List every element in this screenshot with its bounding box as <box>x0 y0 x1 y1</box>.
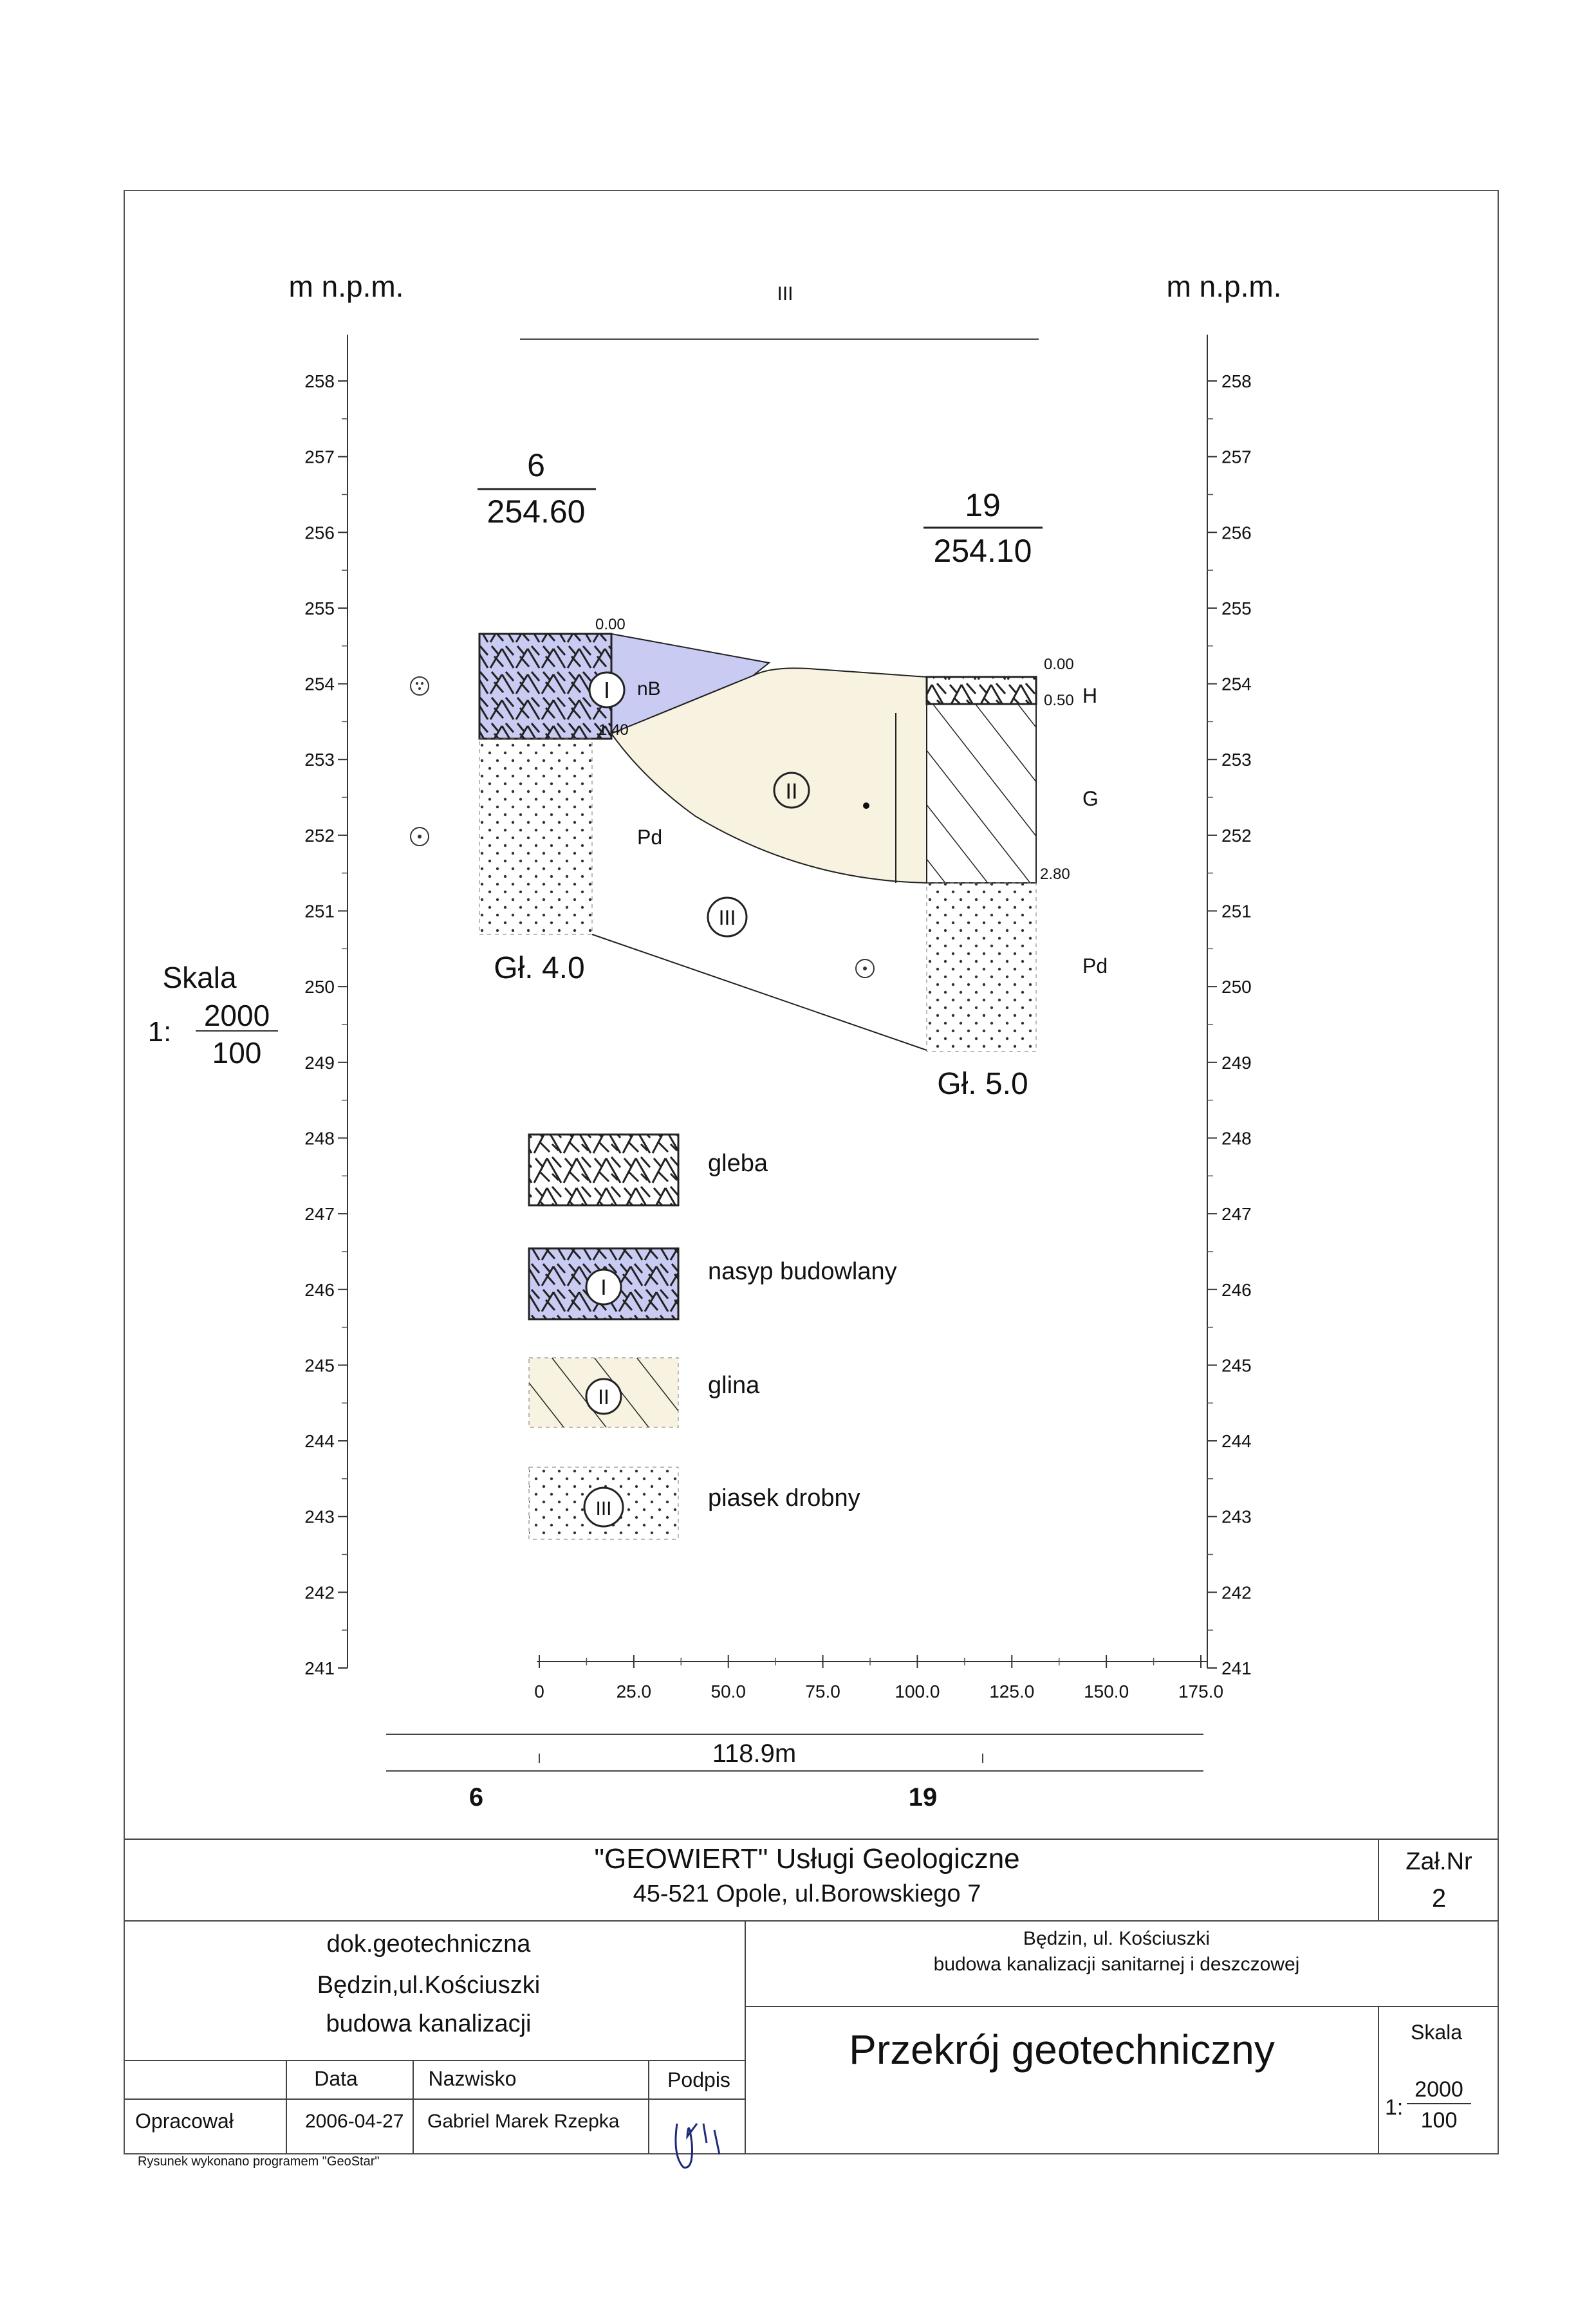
right-elevation-label: 242 <box>1221 1582 1252 1603</box>
borehole-19-code-h: H <box>1082 684 1098 707</box>
left-elevation-label: 253 <box>304 750 335 770</box>
left-elevation-label: 257 <box>304 447 335 467</box>
left-elevation-label: 245 <box>304 1355 335 1376</box>
row-date: 2006-04-27 <box>305 2111 404 2132</box>
attachment-number: 2 <box>1431 1884 1447 1913</box>
title-scale-label: Skala <box>1410 2021 1463 2044</box>
right-elevation-label: 241 <box>1221 1658 1252 1678</box>
layer-boundary-base <box>592 934 927 1050</box>
borehole-6-axis-label: 6 <box>469 1783 484 1811</box>
left-elevation-label: 242 <box>304 1582 335 1603</box>
column-date: Data <box>314 2067 358 2090</box>
left-elevation-label: 246 <box>304 1279 335 1300</box>
borehole-19-soil-column <box>927 677 1036 704</box>
row-name: Gabriel Marek Rzepka <box>427 2111 620 2132</box>
borehole-19-code-g: G <box>1082 787 1099 810</box>
legend-label-glina: glina <box>708 1372 760 1399</box>
left-elevation-label: 241 <box>304 1658 335 1678</box>
right-elevation-label: 248 <box>1221 1128 1252 1149</box>
borehole-19-axis-label: 19 <box>908 1783 938 1811</box>
right-elevation-label: 246 <box>1221 1279 1252 1300</box>
total-distance: 118.9m <box>712 1739 797 1768</box>
left-elevation-label: 252 <box>304 825 335 846</box>
layer-3-marker-num: III <box>718 906 736 929</box>
legend-nasyp-marker-num: I <box>600 1275 607 1300</box>
left-elevation-ticks <box>304 371 348 1678</box>
distance-label: 100.0 <box>895 1681 940 1701</box>
right-elevation-label: 251 <box>1221 901 1252 922</box>
layer-2-marker-num: II <box>785 779 798 804</box>
drawing-title: Przekrój geotechniczny <box>849 2026 1275 2073</box>
right-elevation-label: 258 <box>1221 371 1252 391</box>
borehole-19-id: 19 <box>965 487 1001 523</box>
attachment-label: Zał.Nr <box>1406 1848 1472 1875</box>
company-name: "GEOWIERT" Usługi Geologiczne <box>594 1843 1020 1875</box>
project-line-2: budowa kanalizacji sanitarnej i deszczowej <box>933 1954 1300 1975</box>
left-elevation-label: 250 <box>304 977 335 997</box>
left-elevation-label: 254 <box>304 674 335 694</box>
left-elevation-label: 243 <box>304 1506 335 1527</box>
distance-label: 75.0 <box>805 1681 840 1701</box>
borehole-6-top-depth: 0.00 <box>595 616 626 633</box>
left-elevation-label: 248 <box>304 1128 335 1149</box>
right-elevation-label: 247 <box>1221 1204 1252 1225</box>
column-signature: Podpis <box>667 2068 730 2091</box>
borehole-6-layer-marker-num: I <box>603 677 611 703</box>
left-elevation-label: 251 <box>304 901 335 922</box>
right-elevation-label: 256 <box>1221 523 1252 543</box>
title-scale-fraction-line <box>1407 2103 1471 2104</box>
scale-vertical: 100 <box>212 1036 262 1070</box>
borehole-19-depth-label: Gł. 5.0 <box>937 1067 1028 1101</box>
borehole-19-code-pd: Pd <box>1082 954 1108 977</box>
borehole-19-sand-column <box>927 883 1036 1051</box>
borehole-6-elevation: 254.60 <box>487 494 586 530</box>
right-elevation-ticks <box>1207 371 1252 1678</box>
software-note: Rysunek wykonano programem "GeoStar" <box>138 2154 380 2169</box>
borehole-6-sand-column <box>479 739 592 934</box>
right-elevation-label: 253 <box>1221 750 1252 770</box>
left-elevation-label: 247 <box>304 1204 335 1225</box>
column-name: Nazwisko <box>428 2067 517 2090</box>
distance-label: 125.0 <box>989 1681 1035 1701</box>
legend-glina-marker-num: II <box>598 1385 609 1409</box>
right-elevation-label: 249 <box>1221 1052 1252 1073</box>
borehole-6-lower-code: Pd <box>637 826 663 849</box>
distance-label: 50.0 <box>710 1681 746 1701</box>
borehole-6-layer-depth: 1.40 <box>598 721 629 739</box>
right-elevation-label: 243 <box>1221 1506 1252 1527</box>
signature <box>676 2124 719 2167</box>
section-id: III <box>777 283 793 304</box>
right-elevation-label: 257 <box>1221 447 1252 467</box>
right-elevation-label: 254 <box>1221 674 1252 694</box>
legend-swatch-gleba <box>529 1135 678 1205</box>
right-axis-unit: m n.p.m. <box>1166 270 1282 303</box>
left-elevation-label: 255 <box>304 598 335 618</box>
borehole-19-elevation: 254.10 <box>933 533 1032 569</box>
company-address: 45-521 Opole, ul.Borowskiego 7 <box>633 1880 981 1907</box>
right-elevation-label: 250 <box>1221 977 1252 997</box>
borehole-19-glina-column <box>927 704 1036 883</box>
right-elevation-label: 252 <box>1221 825 1252 846</box>
borehole-19-layer-depth: 2.80 <box>1040 866 1070 883</box>
distance-label: 150.0 <box>1084 1681 1129 1701</box>
borehole-19-soil-depth: 0.50 <box>1044 692 1074 709</box>
scale-label: Skala <box>162 961 237 994</box>
borehole-6-id: 6 <box>527 447 545 483</box>
legend-label-piasek: piasek drobny <box>708 1485 860 1512</box>
right-elevation-label: 244 <box>1221 1431 1252 1452</box>
left-elevation-label: 256 <box>304 523 335 543</box>
legend-piasek-marker-num: III <box>595 1498 612 1519</box>
legend <box>529 1135 897 1539</box>
left-elevation-label: 244 <box>304 1431 335 1452</box>
scale-prefix: 1: <box>147 1016 172 1048</box>
doc-line-1: dok.geotechniczna <box>326 1931 531 1958</box>
doc-line-2: Będzin,ul.Kościuszki <box>317 1972 541 1999</box>
title-scale-vertical: 100 <box>1420 2108 1458 2133</box>
distance-label: 0 <box>534 1681 544 1701</box>
borehole-19-top-depth: 0.00 <box>1044 656 1074 673</box>
borehole-6-layer-code: nB <box>637 678 661 699</box>
title-scale-prefix: 1: <box>1385 2095 1404 2120</box>
right-elevation-label: 245 <box>1221 1355 1252 1376</box>
project-line-1: Będzin, ul. Kościuszki <box>1023 1928 1211 1949</box>
left-elevation-label: 258 <box>304 371 335 391</box>
scale-horizontal: 2000 <box>203 999 270 1032</box>
legend-label-gleba: gleba <box>708 1150 768 1177</box>
legend-label-nasyp: nasyp budowlany <box>708 1258 897 1285</box>
title-scale-horizontal: 2000 <box>1415 2077 1463 2102</box>
left-axis-unit: m n.p.m. <box>288 270 404 303</box>
doc-line-3: budowa kanalizacji <box>326 2010 532 2037</box>
borehole-6-side-markers <box>411 677 429 846</box>
right-elevation-label: 255 <box>1221 598 1252 618</box>
row-role: Opracował <box>135 2109 234 2133</box>
distance-label: 25.0 <box>616 1681 652 1701</box>
distance-label: 175.0 <box>1178 1681 1224 1701</box>
left-elevation-label: 249 <box>304 1052 335 1073</box>
borehole-6-depth-label: Gł. 4.0 <box>494 951 585 985</box>
